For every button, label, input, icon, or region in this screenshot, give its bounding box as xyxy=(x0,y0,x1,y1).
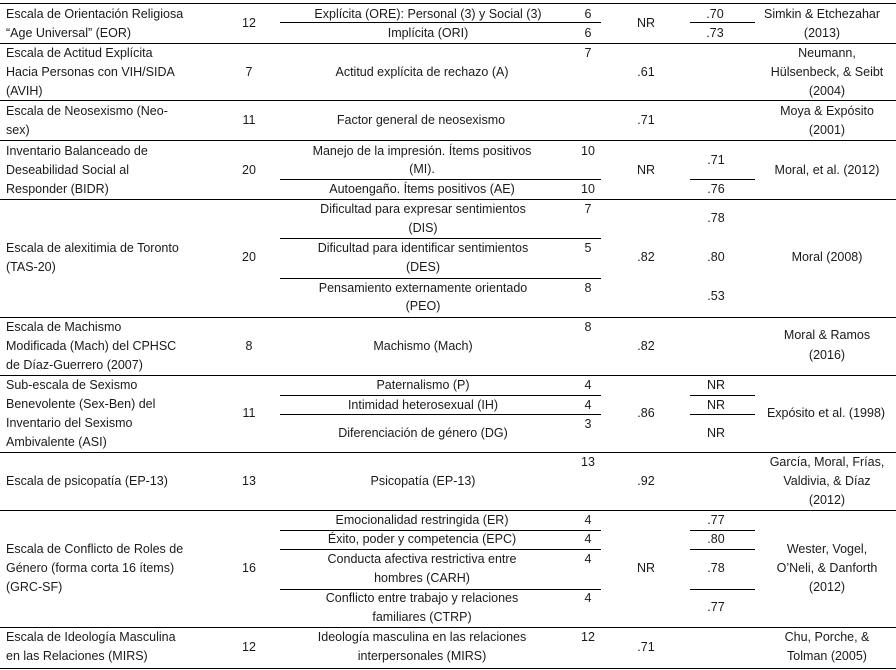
subscale-items: 12 xyxy=(581,630,595,644)
reference-line: Moya & Expósito xyxy=(780,104,874,118)
subscale-name: (DES) xyxy=(405,260,441,274)
scale-name-line: Escala de Neosexismo (Neo- xyxy=(6,104,168,118)
subscale-items: 8 xyxy=(584,320,592,334)
subscale-items: 4 xyxy=(584,378,592,392)
scale-name-line: Modificada (Mach) del CPHSC xyxy=(6,339,177,353)
subscale-name: Actitud explícita de rechazo (A) xyxy=(335,65,509,79)
subscale-items: 8 xyxy=(584,281,592,295)
subscale-items: 3 xyxy=(584,417,592,431)
total-items: 16 xyxy=(242,561,256,575)
row-divider xyxy=(0,3,896,4)
total-alpha: .71 xyxy=(637,640,655,654)
scale-name-line: de Díaz-Guerrero (2007) xyxy=(6,358,143,372)
subscale-name: Pensamiento externamente orientado xyxy=(318,281,528,295)
scale-name-line: (AVIH) xyxy=(6,84,43,98)
scale-name-line: Deseabilidad Social al xyxy=(6,163,129,177)
subscale-items: 4 xyxy=(584,532,592,546)
subscale-alpha: NR xyxy=(706,398,726,412)
subscale-name: Autoengaño. Ítems positivos (AE) xyxy=(329,182,515,196)
scale-name-line: en las Relaciones (MIRS) xyxy=(6,649,148,663)
scale-name-line: (TAS-20) xyxy=(6,260,56,274)
reference-line: García, Moral, Frías, xyxy=(769,455,885,469)
alpha-divider xyxy=(690,589,755,590)
scale-name-line: Benevolente (Sex-Ben) del xyxy=(6,397,156,411)
reference-line: (2012) xyxy=(808,493,846,507)
subscale-alpha: NR xyxy=(706,426,726,440)
subscale-name: (MI). xyxy=(409,162,435,176)
subscale-name: Machismo (Mach) xyxy=(373,339,473,353)
scale-name-line: Escala de alexitimia de Toronto xyxy=(6,241,179,255)
subscale-name: Conflicto entre trabajo y relaciones xyxy=(325,591,519,605)
subscale-name: Ideología masculina en las relaciones xyxy=(317,630,527,644)
subscale-items: 13 xyxy=(581,455,595,469)
subscale-alpha: .80 xyxy=(707,532,725,546)
subscale-items: 7 xyxy=(584,46,592,60)
subscale-alpha: .78 xyxy=(707,561,725,575)
scale-name-line: Hacia Personas con VIH/SIDA xyxy=(6,65,175,79)
row-divider xyxy=(0,452,896,453)
scale-name-line: Género (forma corta 16 ítems) xyxy=(6,561,175,575)
alpha-divider xyxy=(690,549,755,550)
reference-line: Wester, Vogel, xyxy=(786,542,868,556)
total-items: 8 xyxy=(245,339,253,353)
subscale-alpha: .53 xyxy=(707,289,725,303)
scale-name-line: Escala de Machismo xyxy=(6,320,122,334)
reference-line: Neumann, xyxy=(798,46,856,60)
reference-line: Chu, Porche, & xyxy=(784,630,870,644)
subscale-name: Implícita (ORI) xyxy=(387,26,469,40)
subscale-items: 4 xyxy=(584,591,592,605)
scale-name-line: Inventario del Sexismo xyxy=(6,416,133,430)
subscale-alpha: .70 xyxy=(706,7,724,21)
subscale-name: Explícita (ORE): Personal (3) y Social (3) xyxy=(314,7,542,21)
total-alpha: .61 xyxy=(637,65,655,79)
row-divider xyxy=(0,100,896,101)
subscale-name: hombres (CARH) xyxy=(374,571,470,585)
reference-line: Valdivia, & Díaz xyxy=(783,474,871,488)
subscale-items: 4 xyxy=(584,552,592,566)
reference-line: Moral, et al. (2012) xyxy=(774,163,880,177)
total-alpha: NR xyxy=(636,561,656,575)
reference-line: Moral & Ramos xyxy=(783,328,871,342)
subscale-name: Emocionalidad restringida (ER) xyxy=(335,513,509,527)
scale-name-line: Escala de Ideología Masculina xyxy=(6,630,176,644)
subscale-name: Éxito, poder y competencia (EPC) xyxy=(327,532,517,546)
subscale-alpha: .80 xyxy=(707,250,725,264)
subscale-items: 7 xyxy=(584,202,592,216)
total-alpha: NR xyxy=(636,163,656,177)
subscale-name: Dificultad para identificar sentimientos xyxy=(317,241,529,255)
subscale-alpha: NR xyxy=(706,378,726,392)
total-alpha: .86 xyxy=(637,406,655,420)
subscale-items: 4 xyxy=(584,513,592,527)
subscale-name: Paternalismo (P) xyxy=(376,378,470,392)
row-divider xyxy=(0,317,896,318)
total-alpha: .82 xyxy=(637,339,655,353)
scale-name-line: (GRC-SF) xyxy=(6,580,63,594)
reference-line: (2004) xyxy=(808,84,846,98)
total-items: 20 xyxy=(242,250,256,264)
scale-name-line: Sub-escala de Sexismo xyxy=(6,378,138,392)
subscale-name: Conducta afectiva restrictiva entre xyxy=(327,552,517,566)
reference-line: (2013) xyxy=(803,26,841,40)
subscale-alpha: .76 xyxy=(707,182,725,196)
scale-name-line: Responder (BIDR) xyxy=(6,182,109,196)
subscale-alpha: .73 xyxy=(706,26,724,40)
scale-name-line: “Age Universal” (EOR) xyxy=(6,26,132,40)
reference-line: (2012) xyxy=(808,580,846,594)
reference-line: (2016) xyxy=(808,348,846,362)
reference-line: Moral (2008) xyxy=(791,250,863,264)
scale-name-line: Escala de psicopatía (EP-13) xyxy=(6,474,168,488)
total-items: 12 xyxy=(242,16,256,30)
subscale-name: Manejo de la impresión. Ítems positivos xyxy=(312,144,532,158)
total-alpha: .71 xyxy=(637,113,655,127)
row-divider xyxy=(0,668,896,669)
total-items: 20 xyxy=(242,163,256,177)
total-items: 12 xyxy=(242,640,256,654)
subscale-name: (DIS) xyxy=(408,221,438,235)
reference-line: Expósito et al. (1998) xyxy=(766,406,886,420)
reference-line: Tolman (2005) xyxy=(787,649,867,663)
subscale-name: Intimidad heterosexual (IH) xyxy=(347,398,499,412)
subscale-alpha: .77 xyxy=(707,513,725,527)
total-items: 11 xyxy=(242,406,256,420)
subscale-name: Psicopatía (EP-13) xyxy=(370,474,476,488)
subscale-items: 5 xyxy=(584,241,592,255)
scale-name-line: sex) xyxy=(6,123,30,137)
reference-line: Hülsenbeck, & Seibt xyxy=(770,65,884,79)
subscale-items: 4 xyxy=(584,398,592,412)
total-items: 7 xyxy=(245,65,253,79)
reference-line: O’Neli, & Danforth xyxy=(776,561,878,575)
subscale-alpha: .78 xyxy=(707,211,725,225)
subscale-name: Diferenciación de género (DG) xyxy=(338,426,508,440)
subscale-items: 10 xyxy=(581,144,595,158)
subscale-name: interpersonales (MIRS) xyxy=(357,649,487,663)
reference-line: (2001) xyxy=(808,123,846,137)
reference-line: Simkin & Etchezahar xyxy=(763,7,881,21)
subscale-name: Factor general de neosexismo xyxy=(336,113,506,127)
subscale-alpha: .71 xyxy=(707,153,725,167)
scale-name-line: Escala de Conflicto de Roles de xyxy=(6,542,184,556)
subscale-name: familiares (CTRP) xyxy=(372,610,472,624)
total-alpha: .82 xyxy=(637,250,655,264)
scale-name-line: Inventario Balanceado de xyxy=(6,144,148,158)
scale-name-line: Escala de Actitud Explícita xyxy=(6,46,153,60)
subscale-items: 6 xyxy=(584,26,592,40)
subscale-items: 6 xyxy=(584,7,592,21)
scale-name-line: Escala de Orientación Religiosa xyxy=(6,7,184,21)
subscale-items: 10 xyxy=(581,182,595,196)
total-alpha: .92 xyxy=(637,474,655,488)
subscale-name: (PEO) xyxy=(405,299,441,313)
total-alpha: NR xyxy=(636,16,656,30)
row-divider xyxy=(0,140,896,141)
subscale-name: Dificultad para expresar sentimientos xyxy=(320,202,526,216)
scale-name-line: Ambivalente (ASI) xyxy=(6,435,107,449)
total-items: 13 xyxy=(242,474,256,488)
subscale-alpha: .77 xyxy=(707,600,725,614)
total-items: 11 xyxy=(242,113,256,127)
